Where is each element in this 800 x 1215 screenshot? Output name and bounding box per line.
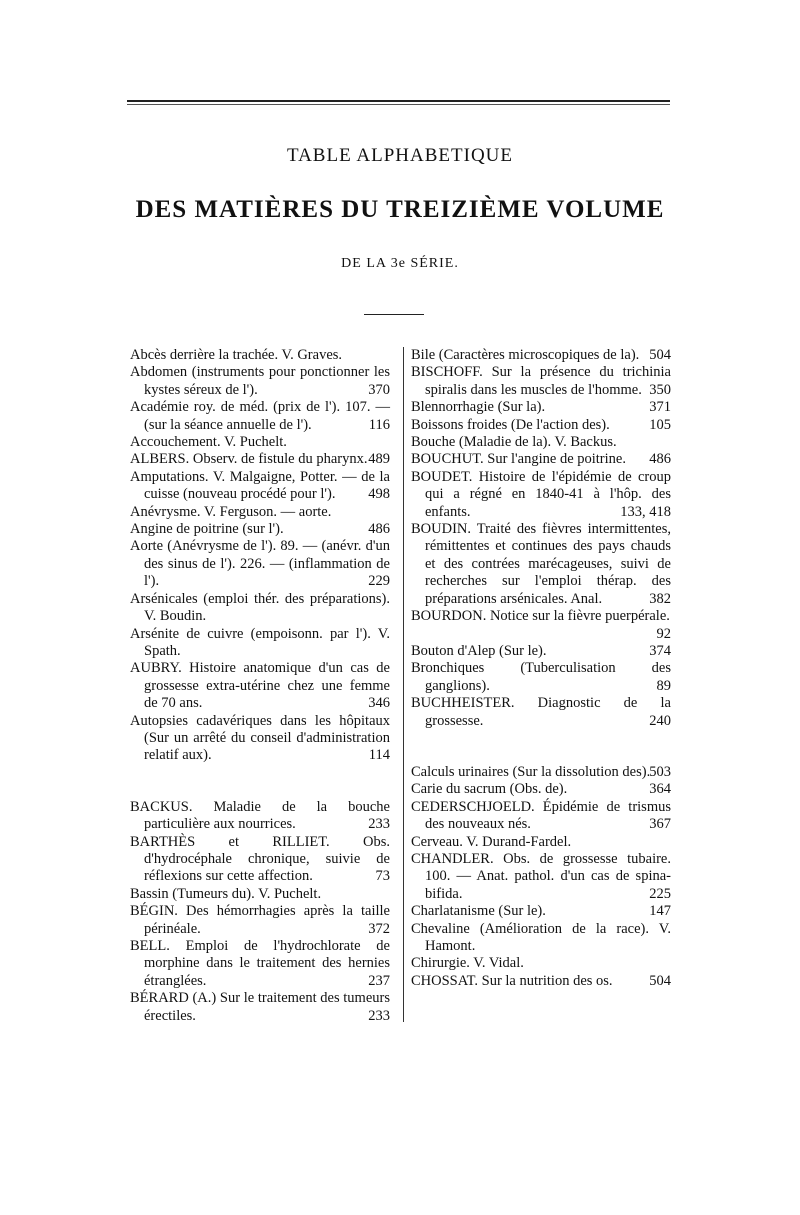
index-entry [130, 626, 390, 661]
entry-text: BOURDON. Notice sur la fièvre puerpérale. [411, 608, 670, 625]
index-entry [130, 364, 390, 399]
entry-text: Accouchement. V. Puchelt. [130, 434, 287, 451]
index-entry [130, 434, 390, 451]
index-entry [411, 764, 671, 781]
top-double-rule-lower [127, 104, 670, 105]
entry-text: BÉGIN. Des hémorrhagies après la taille périnéale. [130, 903, 390, 937]
index-entry [411, 434, 671, 451]
entry-text: Boissons froides (De l'action des). [411, 416, 610, 433]
entry-text: Chirurgie. V. Vidal. [411, 955, 524, 972]
index-entry [130, 591, 390, 626]
entry-text: Bassin (Tumeurs du). V. Puchelt. [130, 885, 322, 902]
entry-text: Académie roy. de méd. (prix de l'). 107. — (sur la séance annuelle de l'). [130, 399, 390, 433]
entry-page-number: 92 [656, 625, 671, 642]
entry-page-number: 133, 418 [620, 503, 671, 520]
entry-page-number: 233 [368, 1007, 390, 1024]
entry-page-number: 372 [368, 920, 390, 937]
entry-page-number: 503 [649, 763, 671, 780]
entry-text: CHOSSAT. Sur la nutrition des os. [411, 972, 613, 989]
entry-text: CHANDLER. Obs. de grossesse tubaire. 100. — Anat. pathol. d'un cas de spina-bifida. [411, 850, 671, 902]
entry-text: BACKUS. Maladie de la bouche particulière aux nourrices. [130, 798, 390, 833]
entry-page-number: 367 [649, 816, 671, 833]
entry-text: Abcès derrière la trachée. V. Graves. [130, 347, 343, 363]
entry-text: Anévrysme. V. Ferguson. — aorte. [130, 503, 332, 520]
entry-page-number: 116 [368, 416, 390, 433]
left-index-column [130, 347, 390, 1025]
entry-text: Autopsies cadavériques dans les hôpitaux (Sur un arrêté du conseil d'administration relatif aux). [130, 712, 390, 764]
index-entry [130, 521, 390, 538]
entry-text: AUBRY. Histoire anatomique d'un cas de grossesse extra-utérine chez une femme de 70 ans. [130, 660, 390, 712]
section-gap [411, 730, 671, 764]
index-entry [411, 799, 671, 834]
index-entry [411, 921, 671, 956]
entry-page-number: 233 [368, 816, 390, 833]
index-entry [411, 973, 671, 990]
index-entry [130, 886, 390, 903]
entry-page-number: 229 [368, 573, 390, 590]
entry-text: CEDERSCHJOELD. Épidémie de trismus des nouveaux nés. [411, 798, 671, 833]
entry-text: Bile (Caractères microscopiques de la). [411, 347, 640, 363]
index-title-line1: TABLE ALPHABETIQUE [287, 145, 513, 166]
index-entry [411, 851, 671, 903]
entry-page-number: 486 [649, 451, 671, 468]
index-entry [411, 903, 671, 920]
index-title-line3: DE LA 3e SÉRIE. [341, 256, 459, 271]
entry-page-number: 370 [368, 381, 390, 398]
entry-text: BOUDIN. Traité des fièvres intermittentes, rémittentes et continues des pays chauds et des contrées marécageuses, suivi de recherches sur l'emploi thérap. des préparations arsénicales. Anal. [411, 521, 671, 607]
index-entry [130, 834, 390, 886]
entry-text: Bouton d'Alep (Sur le). [411, 642, 547, 659]
entry-text: Arsénicales (emploi thér. des préparations). V. Boudin. [130, 590, 390, 625]
entry-text: BUCHHEISTER. Diagnostic de la grossesse. [411, 695, 671, 729]
entry-text: BOUDET. Histoire de l'épidémie de croup qui a régné en 1840-41 à l'hôp. des enfants. [411, 468, 671, 520]
index-entry [411, 451, 671, 468]
entry-page-number: 364 [649, 781, 671, 798]
entry-page-number: 346 [368, 695, 390, 712]
index-entry [130, 660, 390, 712]
index-entry [411, 417, 671, 434]
entry-page-number: 498 [368, 486, 390, 503]
entry-text: Blennorrhagie (Sur la). [411, 399, 546, 416]
index-entry [130, 713, 390, 765]
top-double-rule [127, 100, 670, 102]
index-entry [130, 903, 390, 938]
entry-text: Amputations. V. Malgaigne, Potter. — de la cuisse (nouveau procédé pour l'). [130, 468, 390, 503]
entry-text: BARTHÈS et RILLIET. Obs. d'hydrocéphale chronique, suivie de réflexions sur cette affection. [130, 833, 390, 885]
index-entry [130, 504, 390, 521]
entry-page-number: 240 [649, 712, 671, 729]
column-divider [403, 347, 404, 1022]
index-entry [130, 347, 390, 364]
index-title-line2: DES MATIÈRES DU TREIZIÈME VOLUME [135, 196, 665, 223]
entry-text: Charlatanisme (Sur le). [411, 903, 546, 920]
index-entry [411, 399, 671, 416]
entry-text: BELL. Emploi de l'hydrochlorate de morphine dans le traitement des hernies étranglées. [130, 938, 390, 989]
index-entry [411, 660, 671, 695]
entry-text: ALBERS. Observ. de fistule du pharynx. [130, 451, 368, 468]
index-entry [411, 608, 671, 643]
index-entry [130, 469, 390, 504]
entry-page-number: 504 [649, 972, 671, 989]
entry-text: BISCHOFF. Sur la présence du trichinia spiralis dans les muscles de l'homme. [411, 364, 671, 398]
right-index-column [411, 347, 671, 990]
entry-page-number: 225 [649, 885, 671, 902]
index-entry [130, 399, 390, 434]
entry-page-number: 486 [368, 521, 390, 538]
index-entry [411, 521, 671, 608]
entry-page-number: 374 [649, 642, 671, 659]
index-entry [130, 799, 390, 834]
index-entry [130, 538, 390, 590]
index-entry [130, 451, 390, 468]
entry-page-number: 489 [368, 451, 390, 468]
entry-text: Aorte (Anévrysme de l'). 89. — (anévr. d'un des sinus de l'). 226. — (inflammation de l'). [130, 538, 390, 590]
entry-page-number: 350 [649, 381, 671, 398]
entry-page-number: 382 [649, 590, 671, 607]
index-entry [411, 364, 671, 399]
index-entry [130, 938, 390, 990]
entry-text: Chevaline (Amélioration de la race). V. Hamont. [411, 920, 671, 954]
entry-page-number: 371 [649, 399, 671, 416]
entry-text: BOUCHUT. Sur l'angine de poitrine. [411, 451, 626, 468]
entry-page-number: 504 [649, 347, 671, 363]
entry-text: Cerveau. V. Durand-Fardel. [411, 833, 572, 850]
entry-page-number: 89 [656, 677, 671, 694]
index-entry [411, 695, 671, 730]
entry-text: Bronchiques (Tuberculisation des ganglions). [411, 660, 671, 694]
index-entry [411, 781, 671, 798]
entry-text: Arsénite de cuivre (empoisonn. par l'). V. Spath. [130, 625, 390, 659]
entry-page-number: 105 [649, 416, 671, 433]
index-entry [411, 834, 671, 851]
index-entry [411, 955, 671, 972]
index-entry [411, 643, 671, 660]
entry-page-number: 73 [375, 868, 390, 885]
entry-page-number: 114 [368, 747, 390, 764]
entry-page-number: 147 [649, 903, 671, 920]
entry-page-number: 237 [368, 972, 390, 989]
entry-text: Angine de poitrine (sur l'). [130, 521, 284, 538]
entry-text: Bouche (Maladie de la). V. Backus. [411, 434, 617, 451]
index-entry [130, 990, 390, 1025]
entry-text: BÉRARD (A.) Sur le traitement des tumeurs érectiles. [130, 990, 390, 1024]
index-entry [411, 469, 671, 521]
title-separator-rule [364, 314, 424, 315]
index-entry [411, 347, 671, 364]
entry-text: Abdomen (instruments pour ponctionner les kystes séreux de l'). [130, 364, 390, 398]
entry-text: Calculs urinaires (Sur la dissolution des). [411, 763, 651, 780]
entry-text: Carie du sacrum (Obs. de). [411, 781, 568, 798]
section-gap [130, 765, 390, 799]
